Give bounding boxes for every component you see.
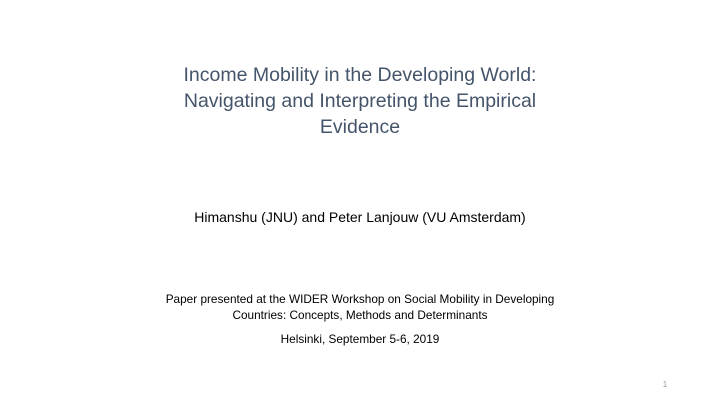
paper-line-1: Paper presented at the WIDER Workshop on Social Mobility in Developing bbox=[165, 292, 555, 306]
title-line-1: Income Mobility in the Developing World: bbox=[183, 64, 537, 86]
authors-line: Himanshu (JNU) and Peter Lanjouw (VU Amsterdam) bbox=[194, 209, 526, 225]
slide-title bbox=[150, 62, 570, 140]
event-date: Helsinki, September 5-6, 2019 bbox=[280, 332, 440, 346]
title-line-2: Navigating and Interpreting the Empirical bbox=[183, 90, 537, 112]
paper-description bbox=[100, 291, 620, 323]
title-line-3: Evidence bbox=[319, 116, 401, 138]
slide-page-number: 1 bbox=[662, 380, 668, 389]
paper-line-2: Countries: Concepts, Methods and Determinants bbox=[232, 308, 488, 322]
